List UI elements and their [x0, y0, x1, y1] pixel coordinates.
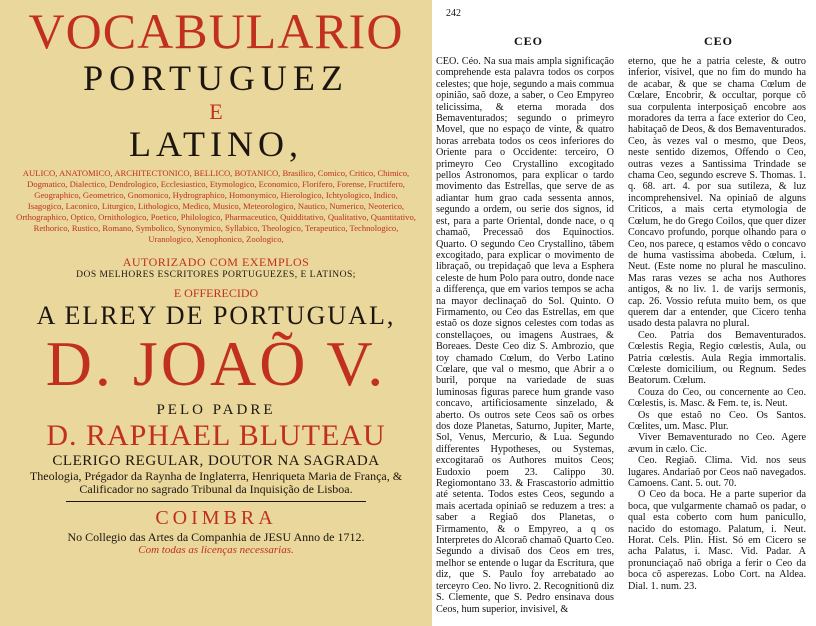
divider: [66, 501, 366, 502]
dedication-line: A ELREY DE PORTUGUAL,: [36, 301, 396, 330]
title-conjunction: E: [209, 99, 223, 124]
dictionary-page: [432, 0, 816, 626]
offerecido-line: E OFFERECIDO: [173, 286, 259, 300]
entry-paragraph: CEO. Céo. Na sua mais ampla significação comprehende esta palavra todos os corpos celestes; que hoje, segundo a mais commua opinião, saõ doze, a saber, o Ceo Empyreo telicissima, & eterna morada dos Bemaventurados; segundo o primeyro Movel, que no espaço de vinte, & quatro horas arrebata todos os ceos inferiores do Oriente para o Occidente: terceiro, O primeyro Ceo Crystallino excogitado pellos Astronomos, para explicar o tardo movimento das Estrellas, que serve de as adiantar hum grao cada sessenta annos, segundo a ordem, ou serie dos signos, id est, para a parte Oriental, donde nace, o q chamaõ, Precessaõ dos Equinoctios. Quarto. O segundo Ceo Crystallino, tãbem excogitado, para explicar o movimento de libraçaõ, ou trepidaçaõ que leva a Esphera celeste de hum Polo para outro, donde nace a differença, que em varios tempos se acha na mayor declinaçaõ do Sol. Quinto. O Firmamento, ou Ceo das Estrellas, em que estaõ os doze signos celestes com todas as constellaçoes, ou imagens Austraes, & Boreaes. Deste Ceo diz S. Ambrozio, que toy chamado Cœlum, do Verbo Latino Cœlare, que val o mesmo, que Abrir a o buril, porque na variedade de suas luminosas figuras parece hum grande vaso concavo, artificiosamente sinzelado, & aberto. Os outros sete Ceos saõ os orbes dos doze Planetas, Saturno, Jupiter, Marte, Sol, Venus, Mercurio, & Lua. Segundo differentes Hypotheses, ou Systemas, excogitaraõ os Authores muitos Ceos; Eudoxio poem 23. Calippo 30. Regiomontano 33. & Frascastorio admittio até setenta. Todos estes Ceos, segundo a mais acertada opiniaõ se reduzem a tres: a saber a Regiaõ dos Planetas, o Firmamento, & o Empyreo, a q os Interpretes do Alcoraõ chamaõ Quarto Ceo. Segundo a divisaõ dos Ceos em tres, melhor se entende o lugar da Escritura, que diz, que S. Paulo foy arrebatado ao terceyro Ceo. No livro. 2. Recognitionû diz S. Clemente, que S. Pedro ensinava dous Ceos, hum superior, invisivel, &: [436, 56, 614, 615]
imprint-college: No Collegio das Artes da Companhia de JESU Anno de 1712.: [67, 530, 365, 544]
column-right: [628, 56, 806, 592]
pelo-padre: PELO PADRE: [156, 402, 276, 418]
escritores-line: DOS MELHORES ESCRITORES PORTUGUEZES, E LATINOS;: [76, 270, 356, 280]
column-left: [436, 56, 614, 615]
entry-paragraph: Couza do Ceo, ou concernente ao Ceo. Cœlestis, is. Masc. & Fem. te, is. Neut.: [628, 386, 806, 410]
author-description: Theologia, Prégador da Raynha de Inglaterra, Henriqueta Maria de França, & Calificador no sagrado Tribunal da Inquisição de Lisboa.: [29, 469, 403, 496]
page-number: 242: [446, 8, 461, 19]
entry-paragraph: Ceo. Patria dos Bemaventurados. Cœlestis Regia, Regio cœlestis, Aula, ou Patria cœlestis. Aula Regia immortalis. Cœleste domicilium, ou Regnum. Sedes Beatorum. Cœlum.: [628, 329, 806, 387]
autorizado-line: AUTORIZADO COM EXEMPLOS: [122, 255, 310, 269]
entry-paragraph: Ceo. Regiaõ. Clima. Vid. nos seus lugares. Andariaõ por Ceos naõ navegados. Camoens. Cant. 5. out. 70.: [628, 455, 806, 490]
king-name: D. JOAÕ V.: [45, 328, 387, 399]
subjects-list: AULICO, ANATOMICO, ARCHITECTONICO, BELLICO, BOTANICO, Brasilico, Comico, Critico, Chimico, Dogmatico, Dialectico, Dendrologico, Ecclesiastico, Etymologico, Economico, Florifero, Forense, Fructifero, Geographico, Geometrico, Gnomonico, Hydrographico, Homonymico, Hierologico, Ichtyologico, Indico, Isagogico, Laconico, Liturgico, Lithologico, Medico, Musico, Meteorologico, Nautico, Numerico, Neoterico, Orthographico, Optico, Ornithologico, Poetico, Philologico, Pharmaceutico, Quidditativo, Qualitativo, Quantitativo, Rethorico, Rustico, Romano, Symbolico, Synonymico, Syllabico, Theologico, Terapeutico, Technologico, Uranologico, Xenophonico, Zoologico,: [16, 168, 416, 244]
book-subtitle: PORTUGUEZ: [83, 58, 349, 98]
entry-paragraph: Viver Bemaventurado no Ceo. Agere ævum in cælo. Cic.: [628, 432, 806, 455]
author-name: D. RAPHAEL BLUTEAU: [46, 419, 386, 452]
author-title: CLERIGO REGULAR, DOUTOR NA SAGRADA: [52, 453, 380, 469]
imprint-licences: Com todas as licenças necessarias.: [138, 544, 294, 556]
entry-paragraph: eterno, que he a patria celeste, & outro inferior, visivel, que no fim do mundo ha de acabar, & que se chama Cœlum de Cœlare, Encobrir, & occultar, porque cõ sua corpulenta interposiçaõ encobre aos moradores da terra a face exterior do Ceo, habitaçaõ de Deos, & dos Bemaventurados. Ceo, às vezes val o mesmo, que Deos, neste sentido dizemos, Offendo o Ceo, outras vezes a Santissima Trindade se chama Ceo, segundo escreve S. Thomas. 1. q. 68. art. 4. por sua sutileza, & luz incomprehensivel. Na opiniaõ de alguns Criticos, a mais certa etymologia de Cœlum, he do Grego Coilos, que quer dizer Concavo profundo, porque olhando para o Ceo, nos parece, q estamos vêdo o concavo de huma vastissima abobeda. Cœlum, i. Neut. (Este nome no plural he masculino. Mas raras vezes se acha nos Authores antigos, & no liv. 1. de varijs sermonis, cap. 26. Vossio refuta muito bem, os que querem dar a entender, que Cicero tenha usado desta palavra no plural.: [628, 56, 806, 330]
imprint-city: COIMBRA: [155, 507, 277, 529]
title-page-content: [8, 3, 424, 620]
running-header-left: CEO: [514, 34, 544, 48]
book-title: VOCABULARIO: [28, 3, 404, 59]
entry-paragraph: O Ceo da boca. He a parte superior da boca, que vulgarmente chamaõ os padar, o qual esta coberto com hum panicullo, nacido do estomago. Palatum, i. Neut. Horat. Cels. Plin. Hist. Só em Cicero se acha Palatus, i. Masc. Vid. Padar. A pronunciaçaõ naõ obriga a ferir o Ceo da boca cõ asperezas. Lobo Cort. na Aldea. Dial. 1. num. 23.: [628, 489, 806, 592]
running-header-right: CEO: [704, 34, 734, 48]
book-subtitle-latin: LATINO,: [129, 124, 303, 164]
entry-paragraph: Os que estaõ no Ceo. Os Santos. Cœlites, um. Masc. Plur.: [628, 409, 806, 432]
